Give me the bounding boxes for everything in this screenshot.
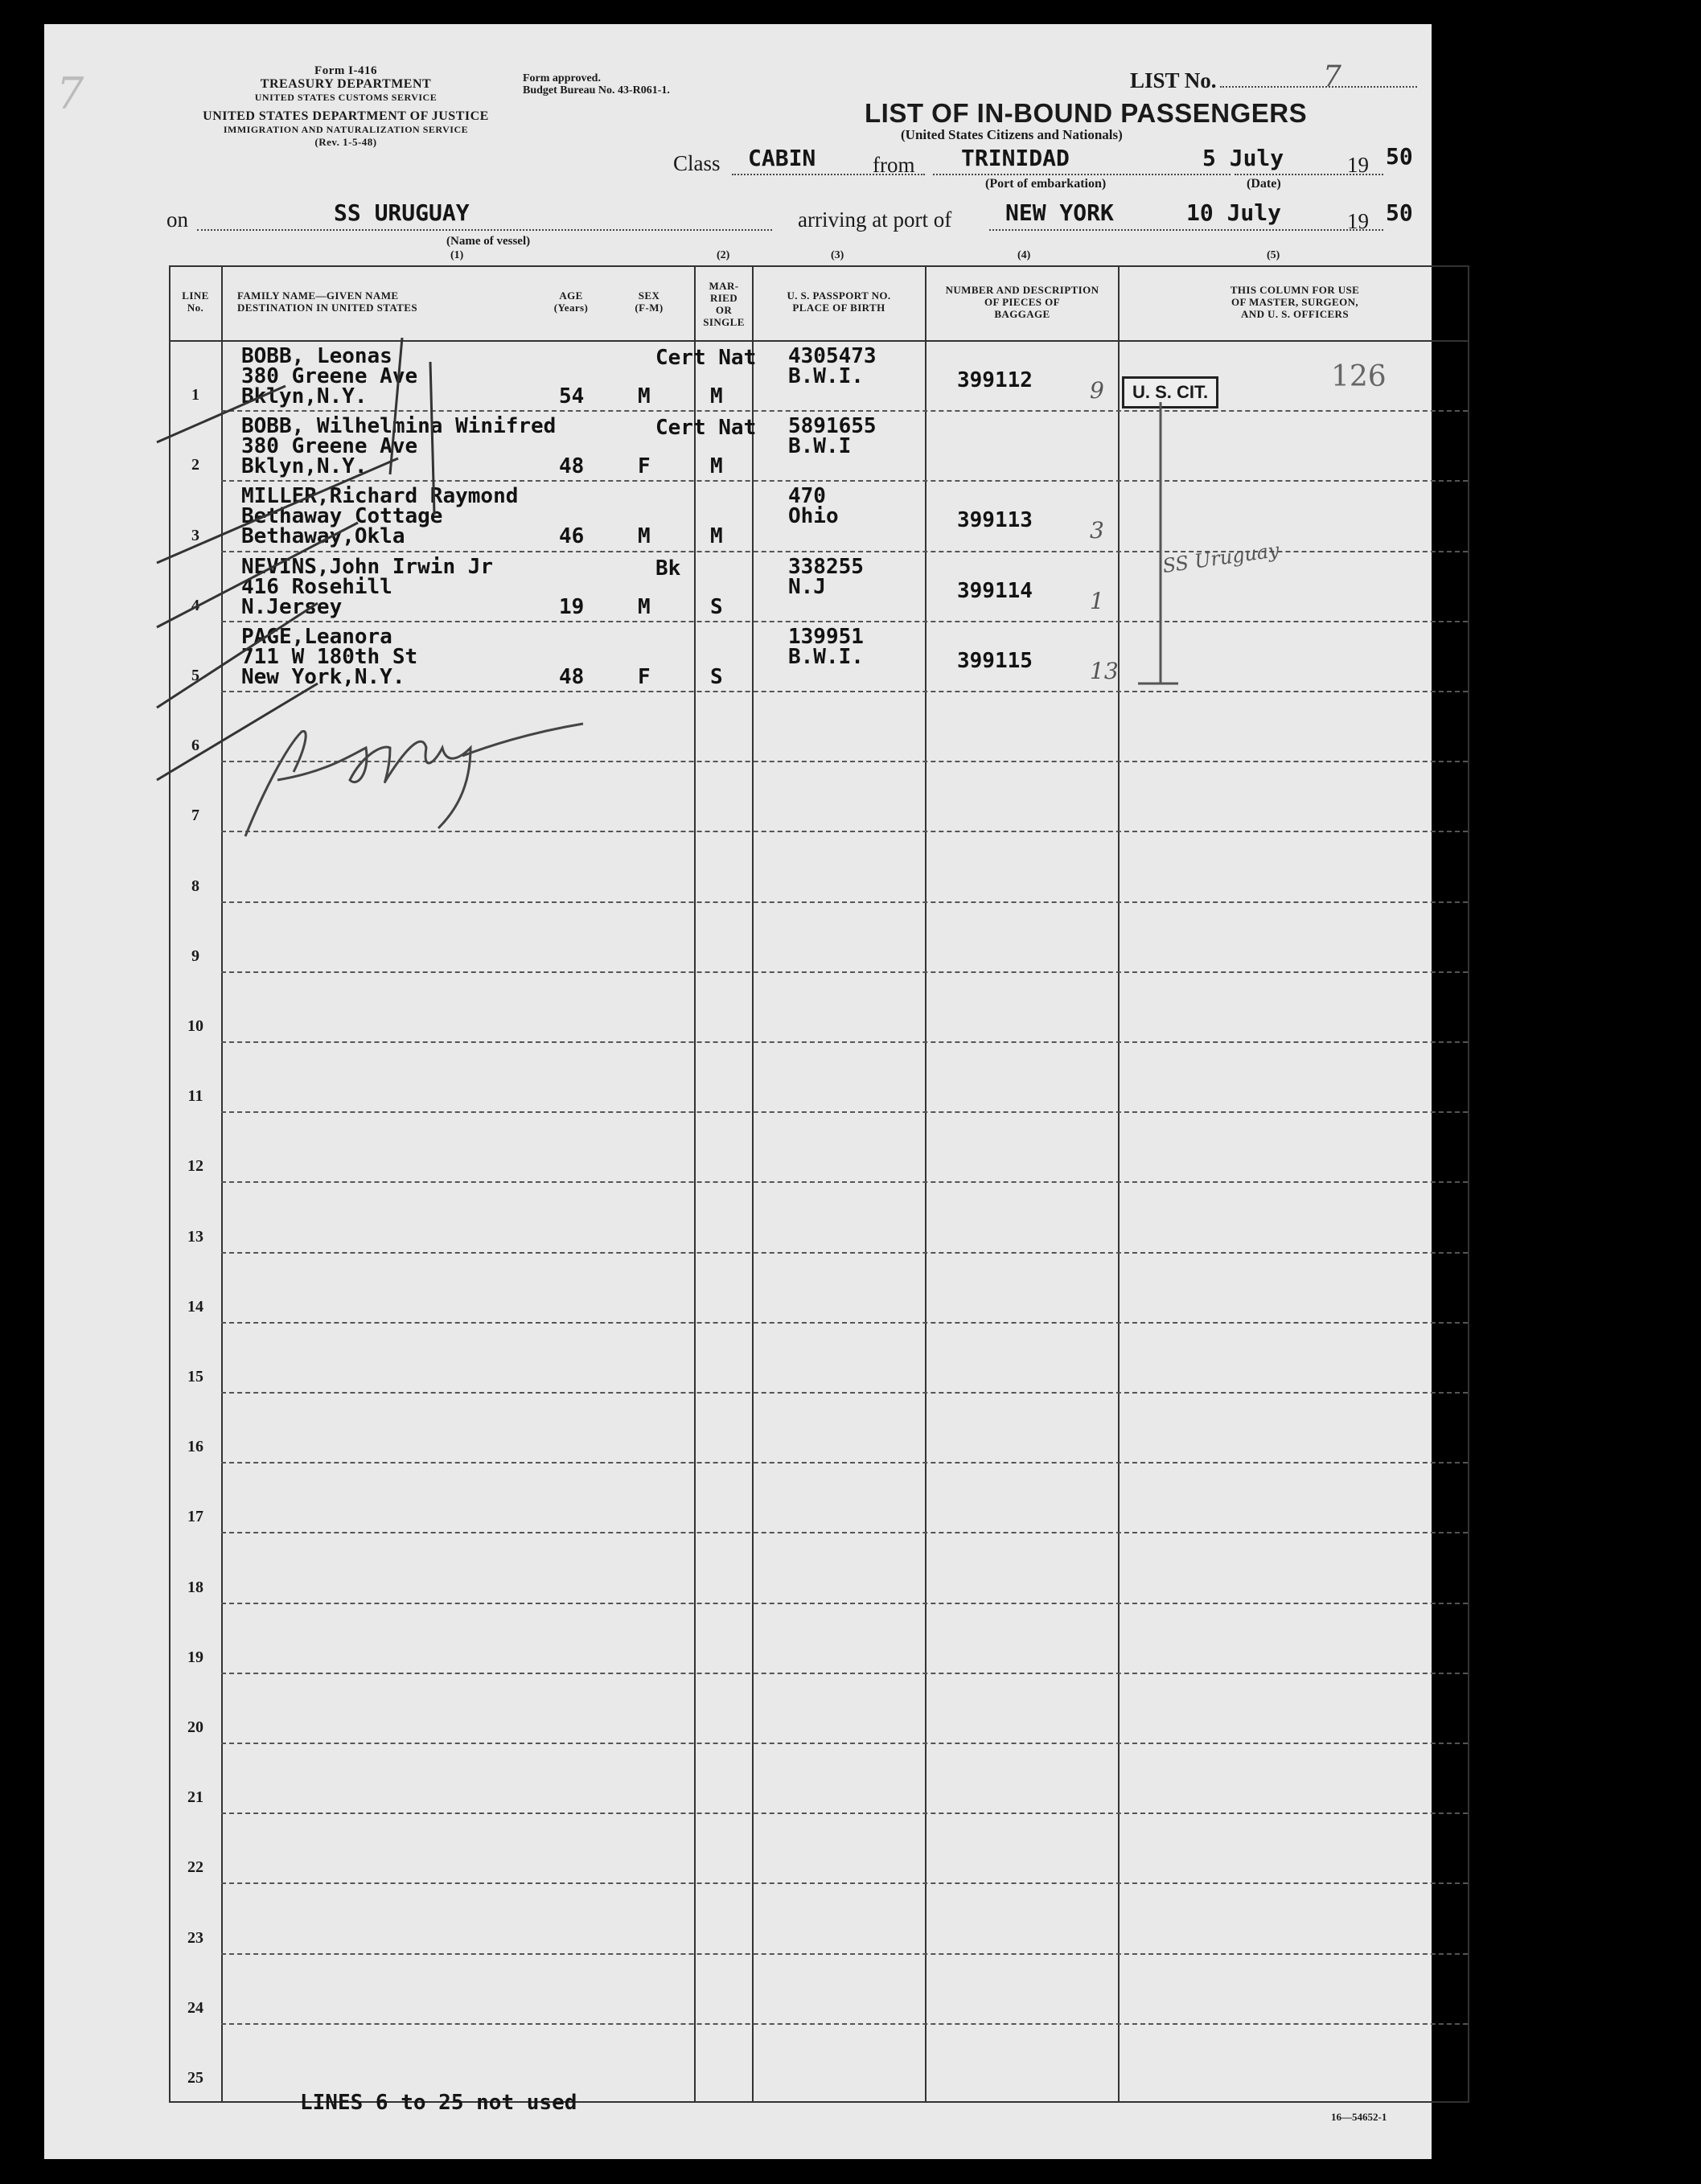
passenger-baggage: 399112 [957,368,1033,392]
col-number-4: (4) [1017,249,1031,261]
justice-department: UNITED STATES DEPARTMENT OF JUSTICE [203,109,489,123]
passenger-passport: 4305473 B.W.I. [788,344,877,388]
arrival-date: 10 July [1186,199,1282,226]
budget-bureau: Budget Bureau No. 43-R061-1. [523,84,670,96]
passenger-age: 46 [559,524,585,549]
row-line [221,1673,1468,1674]
officer-handnote: SS Uruguay [1161,538,1281,578]
form-number: Form I-416 [314,64,377,77]
line-number: 5 [191,667,199,684]
row-line [221,1603,1468,1604]
revision: (Rev. 1-5-48) [314,136,377,148]
baggage-count: 1 [1090,587,1104,614]
from-value: TRINIDAD [961,145,1070,171]
form-sheet [44,24,1432,2159]
row-line [221,2023,1468,2025]
line-number: 12 [187,1157,203,1176]
arrival-port: NEW YORK [1005,199,1114,226]
line-number: 11 [187,1087,203,1106]
class-label: Class [673,151,721,175]
baggage-count: 13 [1090,657,1119,684]
col-number-2: (2) [717,249,730,261]
header-sex: SEX (F-M) [635,289,664,314]
port-embarkation-caption: (Port of embarkation) [985,177,1107,191]
passenger-sex: F [638,664,651,689]
row-line [221,1532,1468,1533]
passenger-passport: 470 Ohio [788,484,839,529]
arrival-year-prefix: 19 [1347,209,1369,233]
col-divider [1118,265,1120,2103]
immigration-service: IMMIGRATION AND NATURALIZATION SERVICE [223,124,469,135]
baggage-count: 9 [1090,377,1104,404]
line-number: 18 [187,1578,203,1596]
baggage-count: 3 [1090,517,1104,544]
header-officers: THIS COLUMN FOR USE OF MASTER, SURGEON, AND U. S. OFFICERS [1230,284,1360,320]
passenger-passport: 5891655 B.W.I [788,414,877,459]
passenger-sex: F [638,454,651,479]
line-number: 6 [191,737,199,755]
passenger-married: M [710,454,723,479]
line-number: 15 [187,1368,203,1386]
vessel-name: SS URUGUAY [334,199,470,226]
row-line [221,1041,1468,1043]
row-line [221,1111,1468,1113]
passenger-sex: M [638,384,651,408]
passenger-name: BOBB, Leonas 380 Greene Ave Bklyn,N.Y. [241,344,418,408]
header-married: MAR- RIED OR SINGLE [703,280,745,328]
arrival-year: 50 [1386,199,1413,226]
passenger-married: S [710,594,723,619]
passenger-note: Cert Nat [655,416,757,441]
row-line [221,1812,1468,1814]
passenger-age: 19 [559,594,585,619]
row-line [221,1392,1468,1394]
passenger-married: M [710,524,723,549]
class-value: CABIN [748,145,816,171]
header-name: FAMILY NAME—GIVEN NAME DESTINATION IN UNITED STATES [237,289,417,314]
vessel-line [197,229,772,231]
passenger-baggage: 399114 [957,578,1033,603]
passenger-age: 48 [559,454,585,479]
col-number-1: (1) [450,249,464,261]
line-number: 13 [187,1227,203,1246]
line-number: 16 [187,1438,203,1456]
passenger-baggage: 399115 [957,648,1033,673]
passenger-married: S [710,664,723,689]
line-number: 10 [187,1017,203,1035]
line-number: 9 [191,946,199,965]
line-number: 1 [191,386,199,404]
passenger-passport: 338255 N.J [788,554,864,599]
vessel-caption: (Name of vessel) [446,235,531,248]
line-number: 3 [191,526,199,544]
list-no-line [1220,86,1417,88]
passenger-sex: M [638,594,651,619]
us-citizen-stamp: U. S. CIT. [1122,376,1218,408]
passenger-baggage: 399113 [957,508,1033,533]
col-divider [925,265,927,2103]
row-line [221,901,1468,903]
signature [229,700,615,852]
page-subtitle: (United States Citizens and Nationals) [901,127,1123,142]
row-line [221,1882,1468,1884]
col-number-3: (3) [831,249,844,261]
passenger-sex: M [638,524,651,549]
arriving-label: arriving at port of [798,207,952,232]
officer-number: 126 [1331,360,1387,393]
header-passport: U. S. PASSPORT NO. PLACE OF BIRTH [787,289,891,314]
line-number: 8 [191,876,199,895]
row-line [221,1322,1468,1324]
passenger-age: 48 [559,664,585,689]
from-line [933,174,1231,175]
on-label: on [166,207,188,232]
officer-bracket [1138,402,1186,692]
passenger-name: BOBB, Wilhelmina Winifred 380 Greene Ave Bklyn,N.Y. [241,414,557,479]
line-number: 20 [187,1718,203,1736]
customs-service: UNITED STATES CUSTOMS SERVICE [254,92,438,103]
line-number: 25 [187,2069,203,2087]
from-label: from [873,153,915,177]
col-divider [694,265,696,2103]
page-title: LIST OF IN-BOUND PASSENGERS [865,98,1308,128]
depart-year: 50 [1386,143,1413,170]
date-caption: (Date) [1247,177,1281,191]
line-number: 17 [187,1508,203,1526]
passenger-passport: 139951 B.W.I. [788,624,864,669]
list-no-label: LIST No. [1130,68,1217,92]
passenger-name: PAGE,Leanora 711 W 180th St New York,N.Y. [241,624,418,689]
line-number: 2 [191,456,199,474]
line-number: 22 [187,1858,203,1877]
passenger-married: M [710,384,723,408]
list-no-value: 7 [1323,60,1341,93]
passenger-name: NEVINS,John Irwin Jr 416 Rosehill N.Jersey [241,554,494,619]
col-divider [752,265,754,2103]
passenger-note: Cert Nat [655,346,757,370]
line-number: 19 [187,1648,203,1666]
depart-date: 5 July [1202,145,1284,171]
row-line [221,1462,1468,1464]
line-number: 24 [187,1998,203,2017]
header-age: AGE (Years) [553,289,589,314]
line-number: 14 [187,1297,203,1316]
arrival-line [989,229,1383,231]
passenger-name: MILLER,Richard Raymond Bethaway Cottage Bethaway,Okla [241,484,519,549]
passenger-age: 54 [559,384,585,408]
row-line [221,1743,1468,1744]
depart-year-prefix: 19 [1347,153,1369,177]
row-line [221,1252,1468,1254]
line-number: 4 [191,596,199,614]
corner-mark: 7 [56,68,84,119]
row-line [221,1181,1468,1183]
row-line [221,971,1468,973]
row-line [221,1953,1468,1955]
line-number: 7 [191,807,199,825]
line-number: 21 [187,1788,203,1807]
line-number: 23 [187,1928,203,1947]
footer-note: LINES 6 to 25 not used [300,2091,577,2115]
col-number-5: (5) [1267,249,1280,261]
passenger-note: Bk [655,556,681,581]
header-line-no: LINE No. [182,289,209,314]
footer-code: 16—54652-1 [1331,2111,1387,2123]
treasury-department: TREASURY DEPARTMENT [260,77,432,91]
form-approved: Form approved. [523,72,601,84]
header-baggage: NUMBER AND DESCRIPTION OF PIECES OF BAGGAGE [945,284,1099,320]
